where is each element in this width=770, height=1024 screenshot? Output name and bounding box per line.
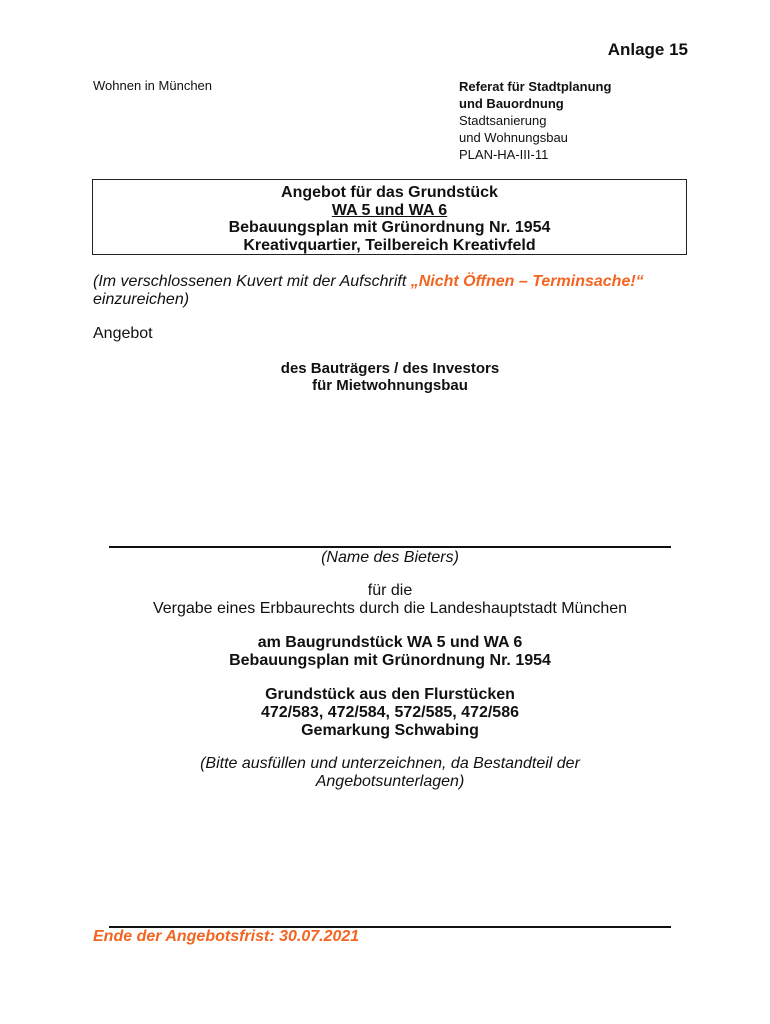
department-left: Wohnen in München (93, 78, 213, 93)
department-line: PLAN-HA-III-11 (459, 147, 549, 162)
department-line: und Bauordnung (459, 96, 564, 111)
offer-label: Angebot (93, 325, 153, 342)
plot-line: am Baugrundstück WA 5 und WA 6 (257, 634, 523, 651)
instruction-text: einzureichen) (93, 291, 190, 308)
bidder-type (0, 360, 770, 394)
award-line: für die (367, 582, 413, 599)
note-line: Angebotsunterlagen) (315, 773, 465, 790)
bidder-type-line: für Mietwohnungsbau (312, 377, 468, 394)
title-line: Bebauungsplan mit Grünordnung Nr. 1954 (228, 219, 551, 236)
bidder-name-label: (Name des Bieters) (321, 549, 459, 566)
submission-instruction (93, 273, 673, 309)
plot-reference (0, 634, 770, 670)
fill-in-note (0, 755, 770, 791)
title-line: Angebot für das Grundstück (281, 184, 498, 201)
title-line: WA 5 und WA 6 (331, 201, 448, 219)
title-line: Kreativquartier, Teilbereich Kreativfeld (243, 236, 536, 254)
instruction-emphasis: „Nicht Öffnen – Terminsache!“ (410, 273, 644, 290)
award-line: Vergabe eines Erbbaurechts durch die Landeshauptstadt München (152, 600, 628, 617)
deadline-notice: Ende der Angebotsfrist: 30.07.2021 (93, 928, 360, 945)
department-line: Stadtsanierung (459, 113, 547, 128)
bidder-type-line: des Bauträgers / des Investors (280, 360, 500, 377)
department-address (459, 78, 611, 163)
parcel-line: Gemarkung Schwabing (301, 722, 479, 739)
attachment-number: Anlage 15 (607, 40, 688, 59)
parcel-line: Grundstück aus den Flurstücken (265, 686, 515, 703)
parcel-reference (0, 686, 770, 740)
plot-line: Bebauungsplan mit Grünordnung Nr. 1954 (229, 652, 551, 669)
bidder-name-line[interactable] (109, 546, 671, 548)
department-line: Referat für Stadtplanung (459, 79, 612, 94)
instruction-text: (Im verschlossenen Kuvert mit der Aufschrift (93, 273, 411, 290)
department-line: und Wohnungsbau (459, 130, 568, 145)
parcel-line: 472/583, 472/584, 572/585, 472/586 (260, 704, 519, 721)
award-description (0, 582, 770, 618)
title-box (92, 179, 687, 255)
note-line: (Bitte ausfüllen und unterzeichnen, da Bestandteil der (200, 755, 580, 772)
